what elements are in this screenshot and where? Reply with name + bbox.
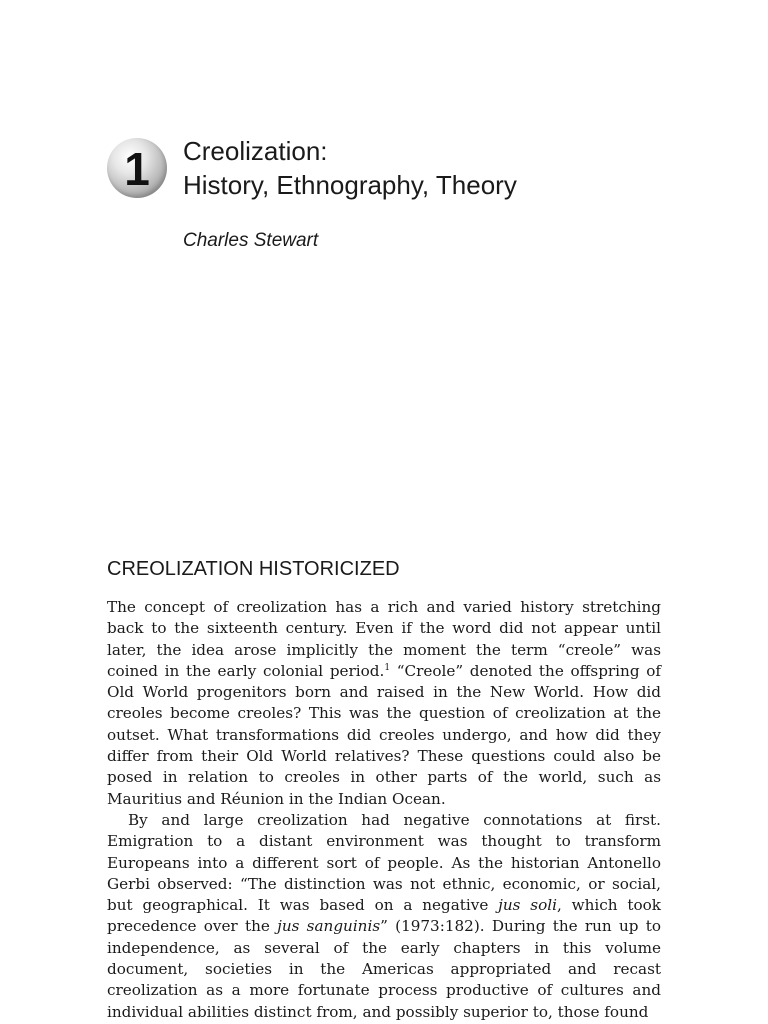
chapter-author: Charles Stewart — [183, 230, 319, 251]
footnote-marker[interactable]: 1 — [384, 662, 391, 673]
chapter-title-line-2: History, Ethnography, Theory — [183, 170, 517, 200]
body-text — [107, 597, 661, 1023]
paragraph-2-italic-jus-soli: jus soli — [498, 896, 557, 915]
paragraph-2 — [107, 810, 661, 1023]
paragraph-1 — [107, 597, 661, 810]
section-heading: CREOLIZATION HISTORICIZED — [107, 558, 400, 580]
paragraph-1-text-a: The concept of creolization has a rich and varied history stretching back to the sixteenth century. Even if the word did not appear until later, the idea arose implicitly the moment the term “creole” was coined in the early colonial period. — [107, 598, 661, 680]
paragraph-1-text-b: “Creole” denoted the offspring of Old World progenitors born and raised in the New World. How did creoles become creoles? This was the question of creolization at the outset. What transformations did creoles undergo, and how did they differ from their Old World relatives? These questions could also be posed in relation to creoles in other parts of the world, such as Mauritius and Réunion in the Indian Ocean. — [107, 661, 661, 808]
paragraph-2-text-b: , which took precedence over the — [107, 896, 662, 936]
paragraph-2-text-c: ” (1973:182). During the run up to independence, as several of the early chapters in this volume document, societies in the Americas appropriated and recast creolization as a more fortunate process productive of cultures and individual abilities distinct from, and possibly superior to, those found — [107, 917, 661, 1021]
paragraph-2-italic-jus-sanguinis: jus sanguinis — [277, 917, 381, 936]
paragraph-2-text-a: By and large creolization had negative connotations at first. Emigration to a distant environment was thought to transform Europeans into a different sort of people. As the historian Antonello Gerbi observed: “The distinction was not ethnic, economic, or social, but geographical. It was based on a negative — [107, 810, 661, 915]
chapter-title-line-1: Creolization: — [183, 136, 328, 166]
chapter-title — [183, 134, 517, 202]
chapter-number-badge — [107, 138, 167, 198]
chapter-number: 1 — [124, 143, 150, 195]
